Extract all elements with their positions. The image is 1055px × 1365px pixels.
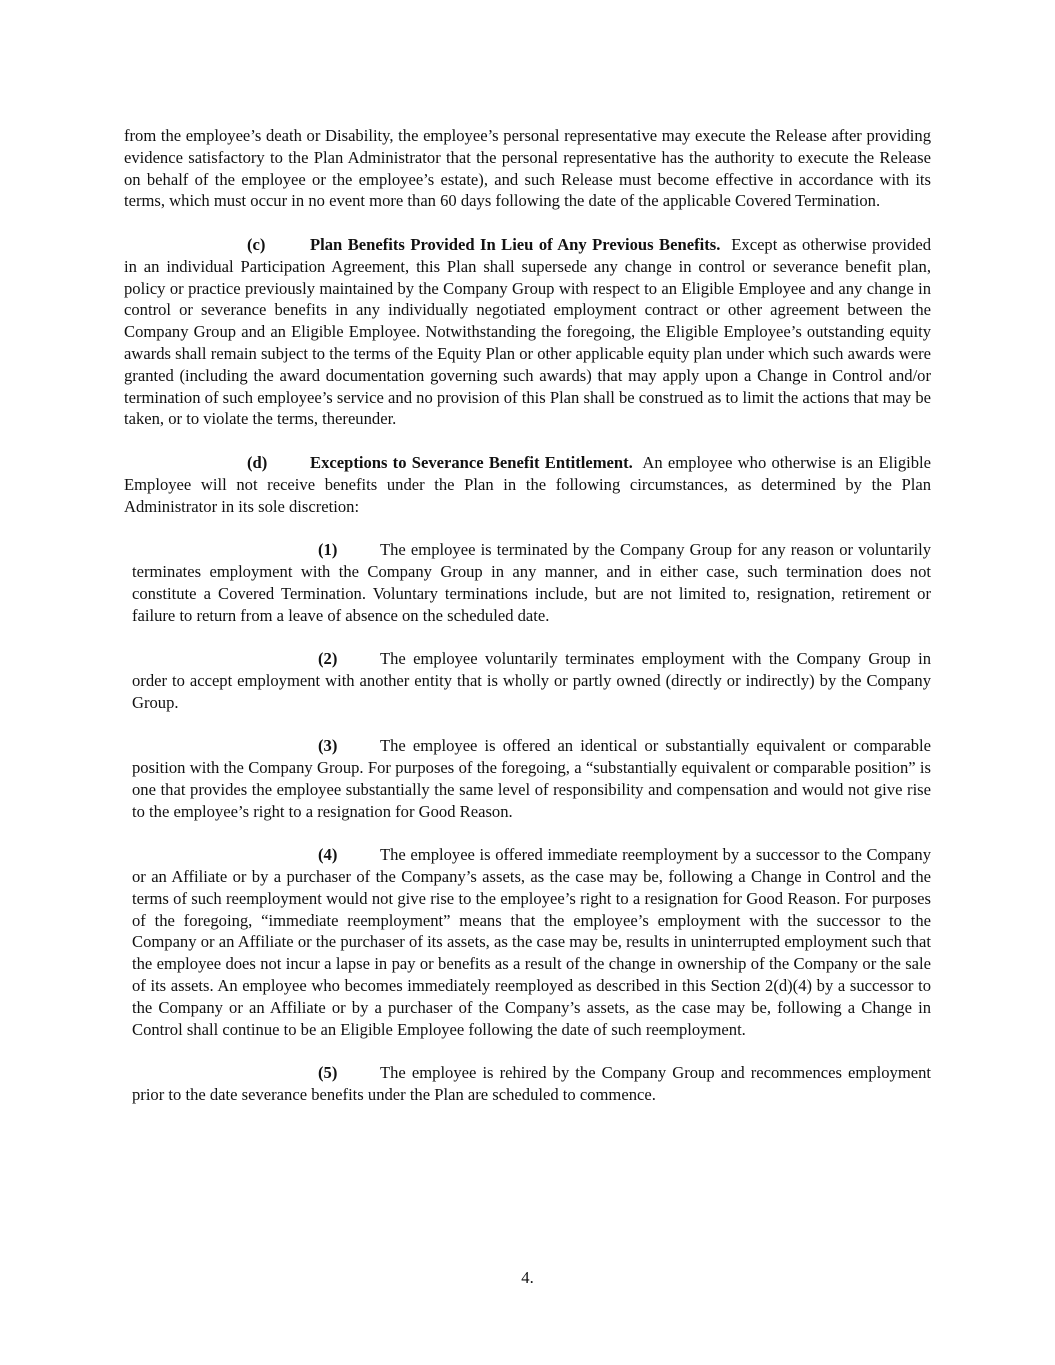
exception-item-label: (2) [318, 649, 338, 669]
exception-item-1 [132, 539, 931, 626]
exception-item-2 [132, 648, 931, 713]
exception-item-text: The employee is rehired by the Company Group and recommences employment prior to the date severance benefits under the Plan are scheduled to commence. [132, 1063, 931, 1105]
section-d-body: An employee who otherwise is an Eligible Employee will not receive benefits under the Plan in the following circumstances, as determined by the Plan Administrator in its sole discretion: [124, 452, 931, 516]
exception-item-4 [132, 844, 931, 1040]
exception-item-label: (5) [318, 1063, 338, 1083]
intro-paragraph: from the employee’s death or Disability, the employee’s personal representative may execute the Release after providing evidence satisfactory to the Plan Administrator that the personal representative has the authority to execute the Release on behalf of the employee or the employee’s estate), and such Release must become effective in accordance with its terms, which must occur in no event more than 60 days following the date of the applicable Covered Termination. [124, 126, 931, 211]
section-c-heading: Plan Benefits Provided In Lieu of Any Previous Benefits. [310, 234, 721, 254]
exception-item-label: (4) [318, 845, 338, 865]
exception-item-text: The employee is offered an identical or substantially equivalent or comparable position with the Company Group. For purposes of the foregoing, a “substantially equivalent or comparable position” is one that provides the employee substantially the same level of responsibility and compensation and would not give rise to the employee’s right to a resignation for Good Reason. [132, 736, 931, 821]
exception-item-text: The employee is terminated by the Company Group for any reason or voluntarily terminates employment with the Company Group in any manner, and in either case, such termination does not constitute a Covered Termination. Voluntary terminations include, but are not limited to, resignation, retirement or failure to return from a leave of absence on the scheduled date. [132, 540, 931, 625]
section-c-paragraph [124, 234, 931, 430]
exception-item-label: (3) [318, 736, 338, 756]
page-number: 4. [521, 1268, 534, 1287]
exception-item-text: The employee is offered immediate reemployment by a successor to the Company or an Affiliate or by a purchaser of the Company’s assets, as the case may be, following a Change in Control and the terms of such reemployment would not give rise to the employee’s right to a resignation for Good Reason. For purposes of the foregoing, “immediate reemployment” means that the employee’s employment with the successor to the Company or an Affiliate or the purchaser of its assets, as the case may be, results in uninterrupted employment such that the employee does not incur a lapse in pay or benefits as a result of the change in ownership of the Company or the sale of its assets. An employee who becomes immediately reemployed as described in this Section 2(d)(4) by a successor to the Company or an Affiliate or by a purchaser of the Company’s assets, as the case may be, following a Change in Control shall continue to be an Eligible Employee following the date of such reemployment. [132, 845, 931, 1039]
section-c-label: (c) [247, 234, 266, 254]
exception-item-text: The employee voluntarily terminates employment with the Company Group in order to accept employment with another entity that is wholly or partly owned (directly or indirectly) by the Company Group. [132, 649, 931, 712]
exception-item-label: (1) [318, 540, 338, 560]
exception-item-3 [132, 735, 931, 822]
section-c-body: Except as otherwise provided in an individual Participation Agreement, this Plan shall supersede any change in control or severance benefit plan, policy or practice previously maintained by the Company Group with respect to an Eligible Employee and any change in control or severance benefits in any individually negotiated employment contract or other agreement between the Company Group and an Eligible Employee. Notwithstanding the foregoing, the Eligible Employee’s outstanding equity awards shall remain subject to the terms of the Equity Plan or other applicable equity plan under which such awards were granted (including the award documentation governing such awards) that may apply upon a Change in Control and/or termination of such employee’s service and no provision of this Plan shall be construed as to limit the actions that may be taken, or to violate the terms, thereunder. [124, 234, 931, 429]
section-d-paragraph [124, 452, 931, 517]
section-d-heading: Exceptions to Severance Benefit Entitlement. [310, 452, 633, 472]
exception-item-5 [132, 1062, 931, 1106]
section-d-label: (d) [247, 452, 268, 472]
document-page [124, 125, 931, 1128]
